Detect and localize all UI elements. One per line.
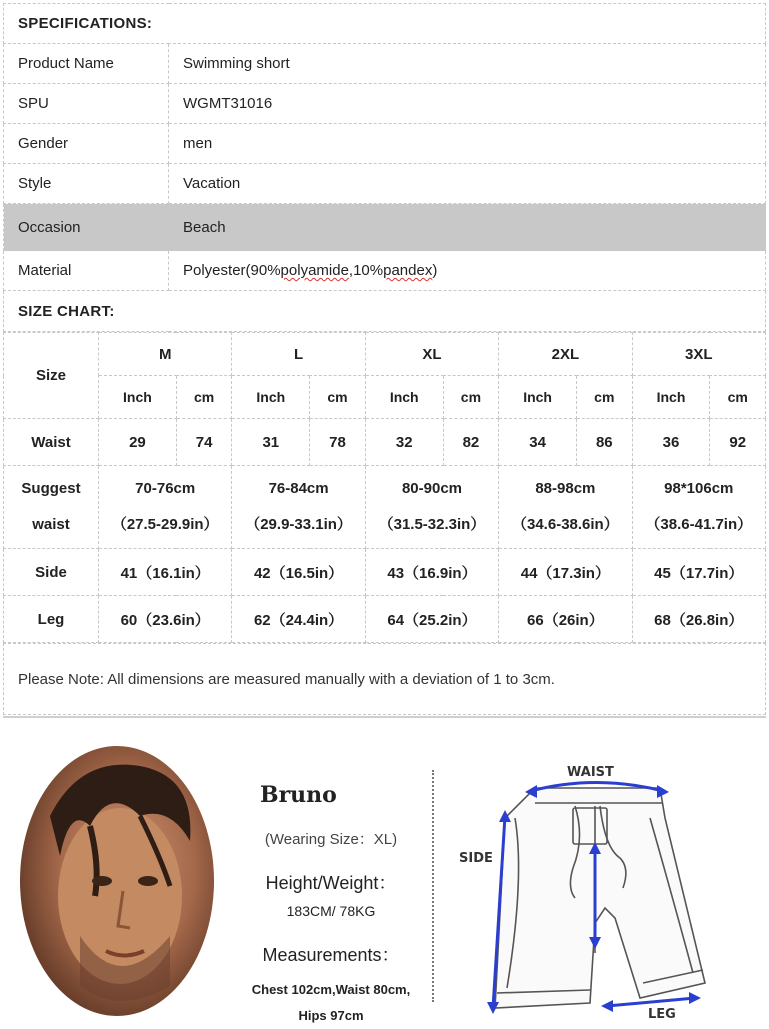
section-divider (3, 716, 766, 718)
side-3xl: 45（17.7in） (632, 549, 765, 596)
waist-cm-l: 78 (310, 419, 366, 466)
leg-m: 60（23.6in） (99, 596, 232, 643)
size-chart-table (3, 332, 766, 643)
measurements-line-2: Hips 97cm (298, 1008, 364, 1023)
shorts-measurement-diagram (455, 758, 755, 1020)
unit-inch: Inch (365, 376, 443, 419)
note-table (3, 643, 766, 715)
size-chart-title: SIZE CHART: (4, 291, 766, 332)
portrait-illustration (20, 746, 214, 1016)
unit-cm: cm (710, 376, 766, 419)
suggest-label-2: waist (32, 516, 70, 533)
waist-label: WAIST (567, 765, 614, 780)
unit-cm: cm (176, 376, 232, 419)
row-label-side: Side (4, 549, 99, 596)
spec-row (4, 124, 766, 164)
material-suffix: ) (432, 262, 438, 279)
model-name: Bruno (260, 782, 337, 808)
shorts-outline-icon (495, 788, 705, 1008)
dotted-separator (432, 770, 434, 1002)
suggest-cm: 70-76cm (135, 480, 196, 497)
unit-inch: Inch (99, 376, 177, 419)
spec-label: Material (4, 251, 169, 291)
measurements-line-1: Chest 102cm,Waist 80cm, (251, 982, 411, 997)
leg-label: LEG (648, 1007, 676, 1020)
leg-2xl: 66（26in） (499, 596, 632, 643)
suggest-cm: 76-84cm (268, 480, 329, 497)
measurements-value (236, 977, 426, 1029)
spec-label: Gender (4, 124, 169, 164)
side-l: 42（16.5in） (232, 549, 365, 596)
size-col-3xl: 3XL (632, 333, 765, 376)
spec-label: Product Name (4, 44, 169, 84)
waist-inch-2xl: 34 (499, 419, 577, 466)
spec-label: SPU (4, 84, 169, 124)
material-mid: ,10% (348, 262, 384, 279)
waist-inch-3xl: 36 (632, 419, 710, 466)
leg-3xl: 68（26.8in） (632, 596, 765, 643)
row-label-waist: Waist (4, 419, 99, 466)
spec-value: Beach (169, 204, 766, 251)
row-label-leg: Leg (4, 596, 99, 643)
suggest-label-1: Suggest (21, 480, 81, 497)
spec-row (4, 251, 766, 291)
waist-cm-m: 74 (176, 419, 232, 466)
waist-cm-3xl: 92 (710, 419, 766, 466)
side-m: 41（16.1in） (99, 549, 232, 596)
waist-cm-xl: 82 (443, 419, 499, 466)
spec-value: men (169, 124, 766, 164)
suggest-inch: （38.6-41.7in） (645, 516, 753, 533)
specifications-table (3, 3, 766, 332)
suggest-inch: （34.6-38.6in） (512, 516, 619, 533)
side-label: SIDE (459, 851, 493, 866)
height-weight-label: Height/Weight： (265, 873, 397, 893)
suggest-l (232, 466, 365, 549)
side-xl: 43（16.9in） (365, 549, 498, 596)
spec-row-highlighted (4, 204, 766, 251)
specifications-title: SPECIFICATIONS: (4, 4, 766, 44)
leg-xl: 64（25.2in） (365, 596, 498, 643)
spec-row (4, 44, 766, 84)
material-prefix: Polyester(90% (183, 262, 281, 279)
waist-inch-xl: 32 (365, 419, 443, 466)
unit-cm: cm (577, 376, 633, 419)
suggest-inch: （27.5-29.9in） (111, 516, 219, 533)
suggest-cm: 88-98cm (535, 480, 596, 497)
leg-row (4, 596, 766, 643)
waist-inch-m: 29 (99, 419, 177, 466)
suggest-m (99, 466, 232, 549)
model-portrait-image (20, 746, 214, 1016)
spec-sheet (3, 3, 766, 715)
waist-cm-2xl: 86 (577, 419, 633, 466)
waist-row (4, 419, 766, 466)
suggest-cm: 98*106cm (664, 480, 734, 497)
leg-l: 62（24.4in） (232, 596, 365, 643)
unit-inch: Inch (232, 376, 310, 419)
measurement-note: Please Note: All dimensions are measured manually with a deviation of 1 to 3cm. (4, 644, 766, 715)
model-details (236, 782, 426, 1029)
model-info-panel (0, 722, 769, 1024)
size-col-2xl: 2XL (499, 333, 632, 376)
size-col-l: L (232, 333, 365, 376)
suggest-3xl (632, 466, 765, 549)
unit-cm: cm (310, 376, 366, 419)
size-col-m: M (99, 333, 232, 376)
side-row (4, 549, 766, 596)
measurements-label: Measurements： (262, 945, 400, 965)
spec-value: Vacation (169, 164, 766, 204)
waist-inch-l: 31 (232, 419, 310, 466)
spec-value: Swimming short (169, 44, 766, 84)
size-header: Size (4, 333, 99, 419)
spellcheck-word: polyamide (280, 262, 349, 279)
spec-value: WGMT31016 (169, 84, 766, 124)
spec-label: Style (4, 164, 169, 204)
spec-value-material (169, 251, 766, 291)
height-weight-value: 183CM/ 78KG (286, 903, 376, 919)
size-col-xl: XL (365, 333, 498, 376)
unit-cm: cm (443, 376, 499, 419)
suggest-2xl (499, 466, 632, 549)
side-2xl: 44（17.3in） (499, 549, 632, 596)
row-label-suggest-waist (4, 466, 99, 549)
suggest-inch: （31.5-32.3in） (378, 516, 486, 533)
suggest-waist-row (4, 466, 766, 549)
unit-inch: Inch (499, 376, 577, 419)
suggest-xl (365, 466, 498, 549)
unit-inch: Inch (632, 376, 710, 419)
spec-label: Occasion (4, 204, 169, 251)
spec-row (4, 84, 766, 124)
spec-row (4, 164, 766, 204)
suggest-cm: 80-90cm (401, 480, 462, 497)
spellcheck-word: pandex (383, 262, 433, 279)
wearing-size: (Wearing Size：XL) (264, 831, 398, 848)
suggest-inch: （29.9-33.1in） (245, 516, 352, 533)
